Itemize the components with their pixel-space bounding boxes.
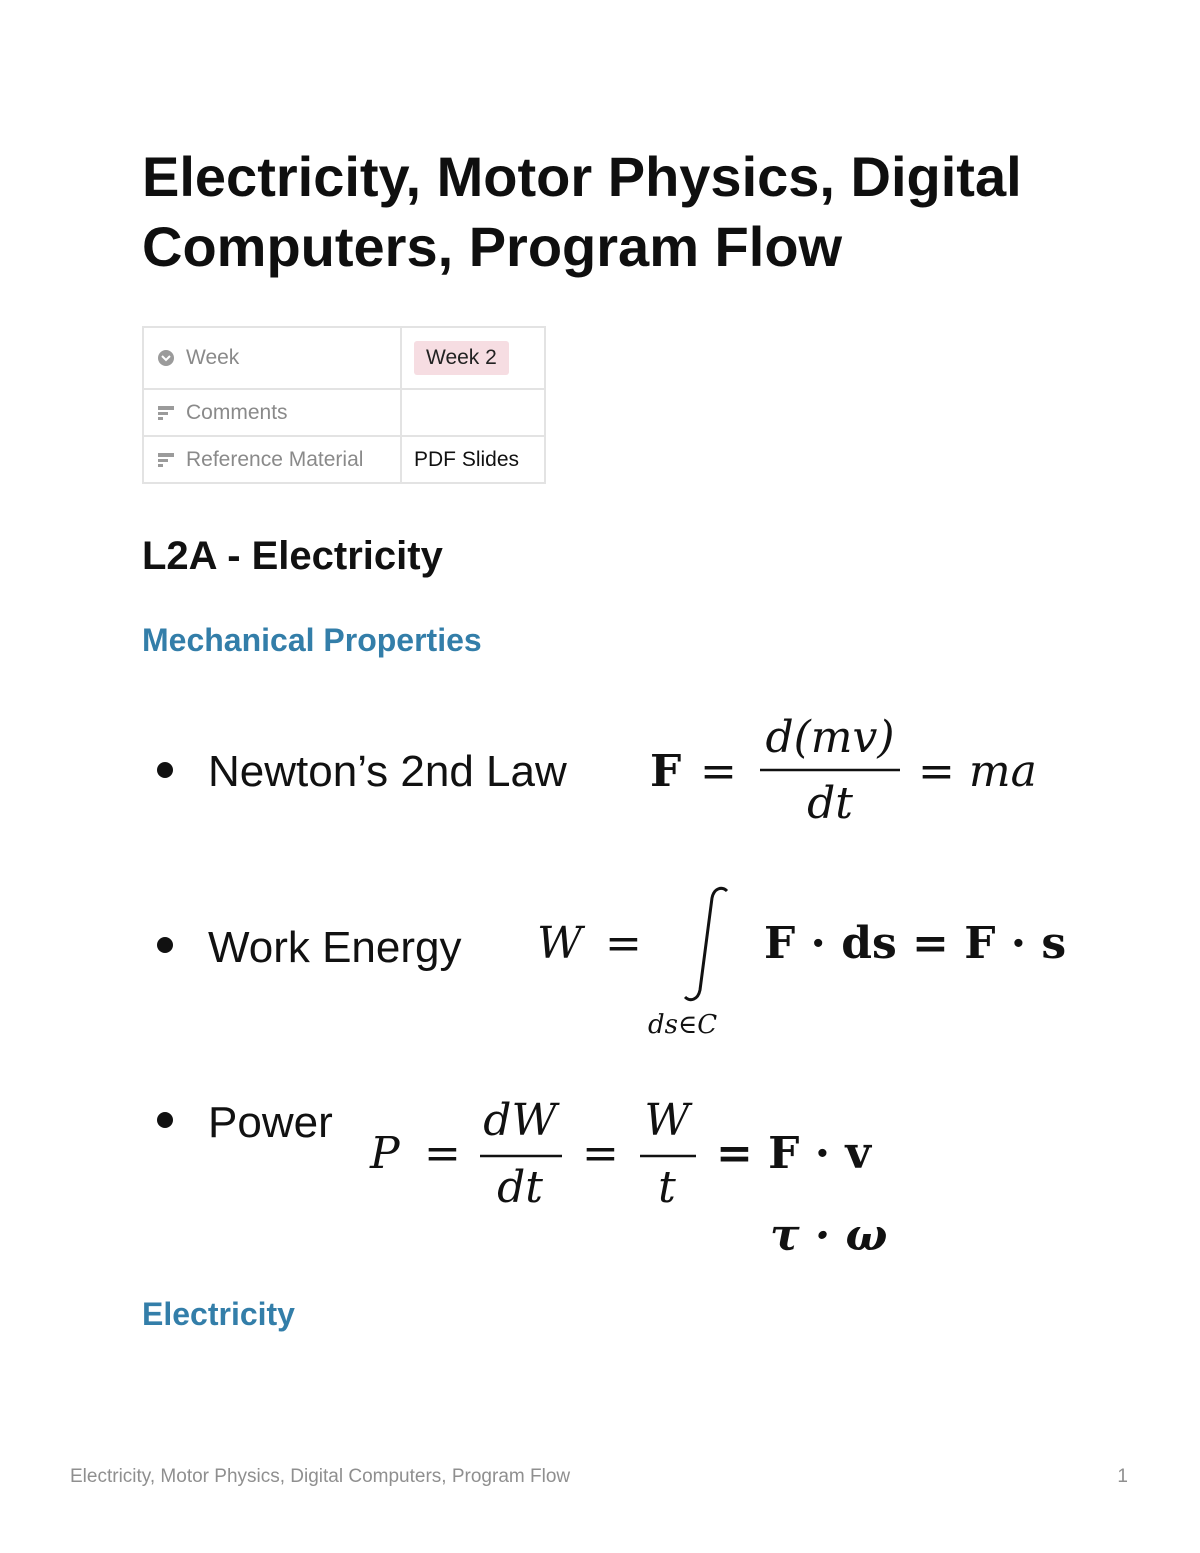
math-symbol: P (370, 1128, 400, 1179)
math-alt: τ · ω (770, 1210, 888, 1261)
reference-material-value[interactable]: PDF Slides (401, 436, 545, 483)
week-tag[interactable]: Week 2 (414, 341, 509, 375)
math-symbol: F (650, 746, 682, 797)
integral-sign (685, 888, 727, 999)
fraction-denominator: dt (807, 778, 853, 829)
fraction-denominator: t (658, 1162, 676, 1213)
equation-label: Work Energy (208, 923, 462, 972)
equation-label: Power (208, 1098, 333, 1147)
property-label: Comments (186, 400, 288, 424)
equation-work (157, 888, 1066, 1040)
math-operator: = (582, 1128, 619, 1179)
subheading-mechanical-properties: Mechanical Properties (142, 622, 482, 658)
section-heading: L2A - Electricity (142, 534, 443, 578)
math-symbol: W (537, 918, 583, 969)
property-label: Reference Material (186, 447, 364, 471)
property-label: Week (186, 346, 240, 369)
math-operator: = (605, 918, 642, 969)
bullet (157, 1112, 173, 1128)
bullet (157, 762, 173, 778)
bullet (157, 937, 173, 953)
equation-label: Newton’s 2nd Law (208, 747, 567, 796)
fraction-denominator: dt (497, 1162, 543, 1213)
math-operator: = (700, 746, 737, 797)
fraction-numerator: dW (483, 1095, 557, 1146)
integral-limit: ds∈C (648, 1010, 718, 1040)
fraction-numerator: W (644, 1095, 690, 1146)
math-rhs: = ma (918, 746, 1037, 797)
equation-power (157, 1095, 887, 1261)
subheading-electricity: Electricity (142, 1296, 295, 1332)
footer-title: Electricity, Motor Physics, Digital Computers, Program Flow (70, 1466, 571, 1487)
math-rhs: = F · v (716, 1128, 871, 1179)
equation-newton (157, 712, 1037, 829)
math-rhs: F · ds = F · s (764, 918, 1067, 969)
page-number: 1 (1117, 1466, 1128, 1487)
math-operator: = (424, 1128, 461, 1179)
page-title: Electricity, Motor Physics, Digital Computers, Program Flow (142, 145, 1022, 278)
fraction-numerator: d(mv) (765, 712, 895, 763)
